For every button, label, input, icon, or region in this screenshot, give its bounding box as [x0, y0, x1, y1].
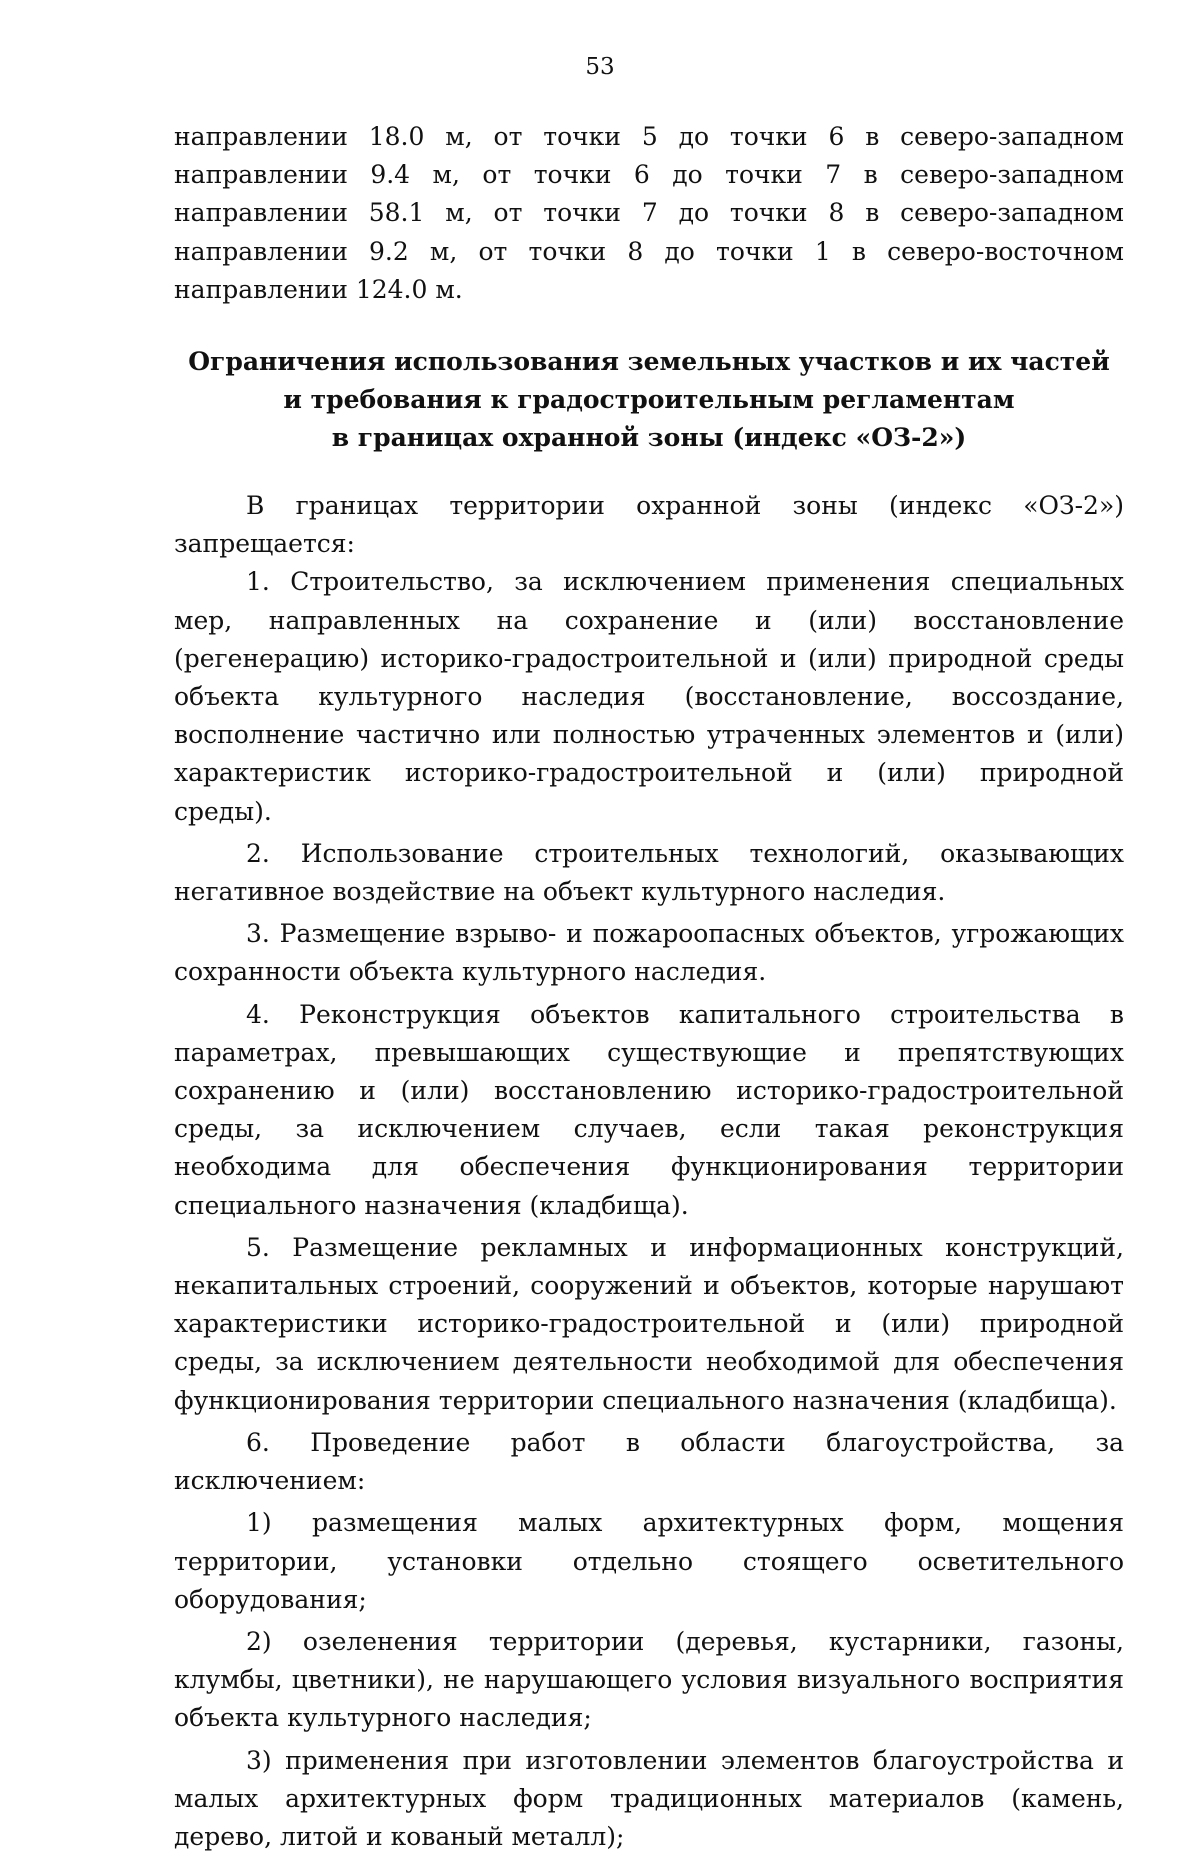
- sub-item-2: 2) озеленения территории (деревья, кустарники, газоны, клумбы, цветники), не нарушающего условия визуального восприятия объекта культурного наследия;: [174, 1626, 1124, 1733]
- sub-item-3: 3) применения при изготовлении элементов благоустройства и малых архитектурных форм традиционных материалов (камень, дерево, литой и кованый металл);: [174, 1745, 1124, 1851]
- intro-paragraph: В границах территории охранной зоны (индекс «ОЗ-2») запрещается:: [174, 491, 1124, 559]
- list-item-5: 5. Размещение рекламных и информационных конструкций, некапитальных строений, сооружений и объектов, которые нарушают характеристики историко-градостроительной и (или) природной среды, за исключением деятельности необходимой для обеспечения функционирования территории специального назначения (кладбища).: [174, 1232, 1124, 1415]
- heading-line-2: и требования к градостроительным регламентам: [283, 385, 1015, 415]
- document-body: [174, 118, 1124, 1856]
- list-item-4: 4. Реконструкция объектов капитального строительства в параметрах, превышающих существующие и препятствующих сохранению и (или) восстановлению историко-градостроительной среды, за исключением случаев, если такая реконструкция необходима для обеспечения функционирования территории специального назначения (кладбища).: [174, 999, 1124, 1220]
- list-item-3: 3. Размещение взрыво- и пожароопасных объектов, угрожающих сохранности объекта культурного наследия.: [174, 919, 1124, 987]
- heading-line-3: в границах охранной зоны (индекс «ОЗ-2»): [331, 423, 967, 453]
- list-item-2: 2. Использование строительных технологий, оказывающих негативное воздействие на объект культурного наследия.: [174, 838, 1124, 907]
- continuation-paragraph: направлении 18.0 м, от точки 5 до точки 6 в северо-западном направлении 9.4 м, от точки 6 до точки 7 в северо-западном направлении 58.1 м, от точки 7 до точки 8 в северо-западном направлении 9.2 м, от точки 8 до точки 1 в северо-восточном направлении 124.0 м.: [174, 122, 1124, 304]
- list-item-6: 6. Проведение работ в области благоустройства, за исключением:: [174, 1427, 1124, 1496]
- section-heading: [174, 343, 1124, 457]
- sub-item-1: 1) размещения малых архитектурных форм, мощения территории, установки отдельно стоящего осветительного оборудования;: [174, 1508, 1124, 1614]
- page-number: 53: [585, 54, 615, 80]
- heading-line-1: Ограничения использования земельных участков и их частей: [188, 347, 1110, 377]
- list-item-1: 1. Строительство, за исключением применения специальных мер, направленных на сохранение и (или) восстановление (регенерацию) историко-градостроительной и (или) природной среды объекта культурного наследия (восстановление, воссоздание, восполнение частично или полностью утраченных элементов и (или) характеристик историко-градостроительной и (или) природной среды).: [174, 567, 1124, 826]
